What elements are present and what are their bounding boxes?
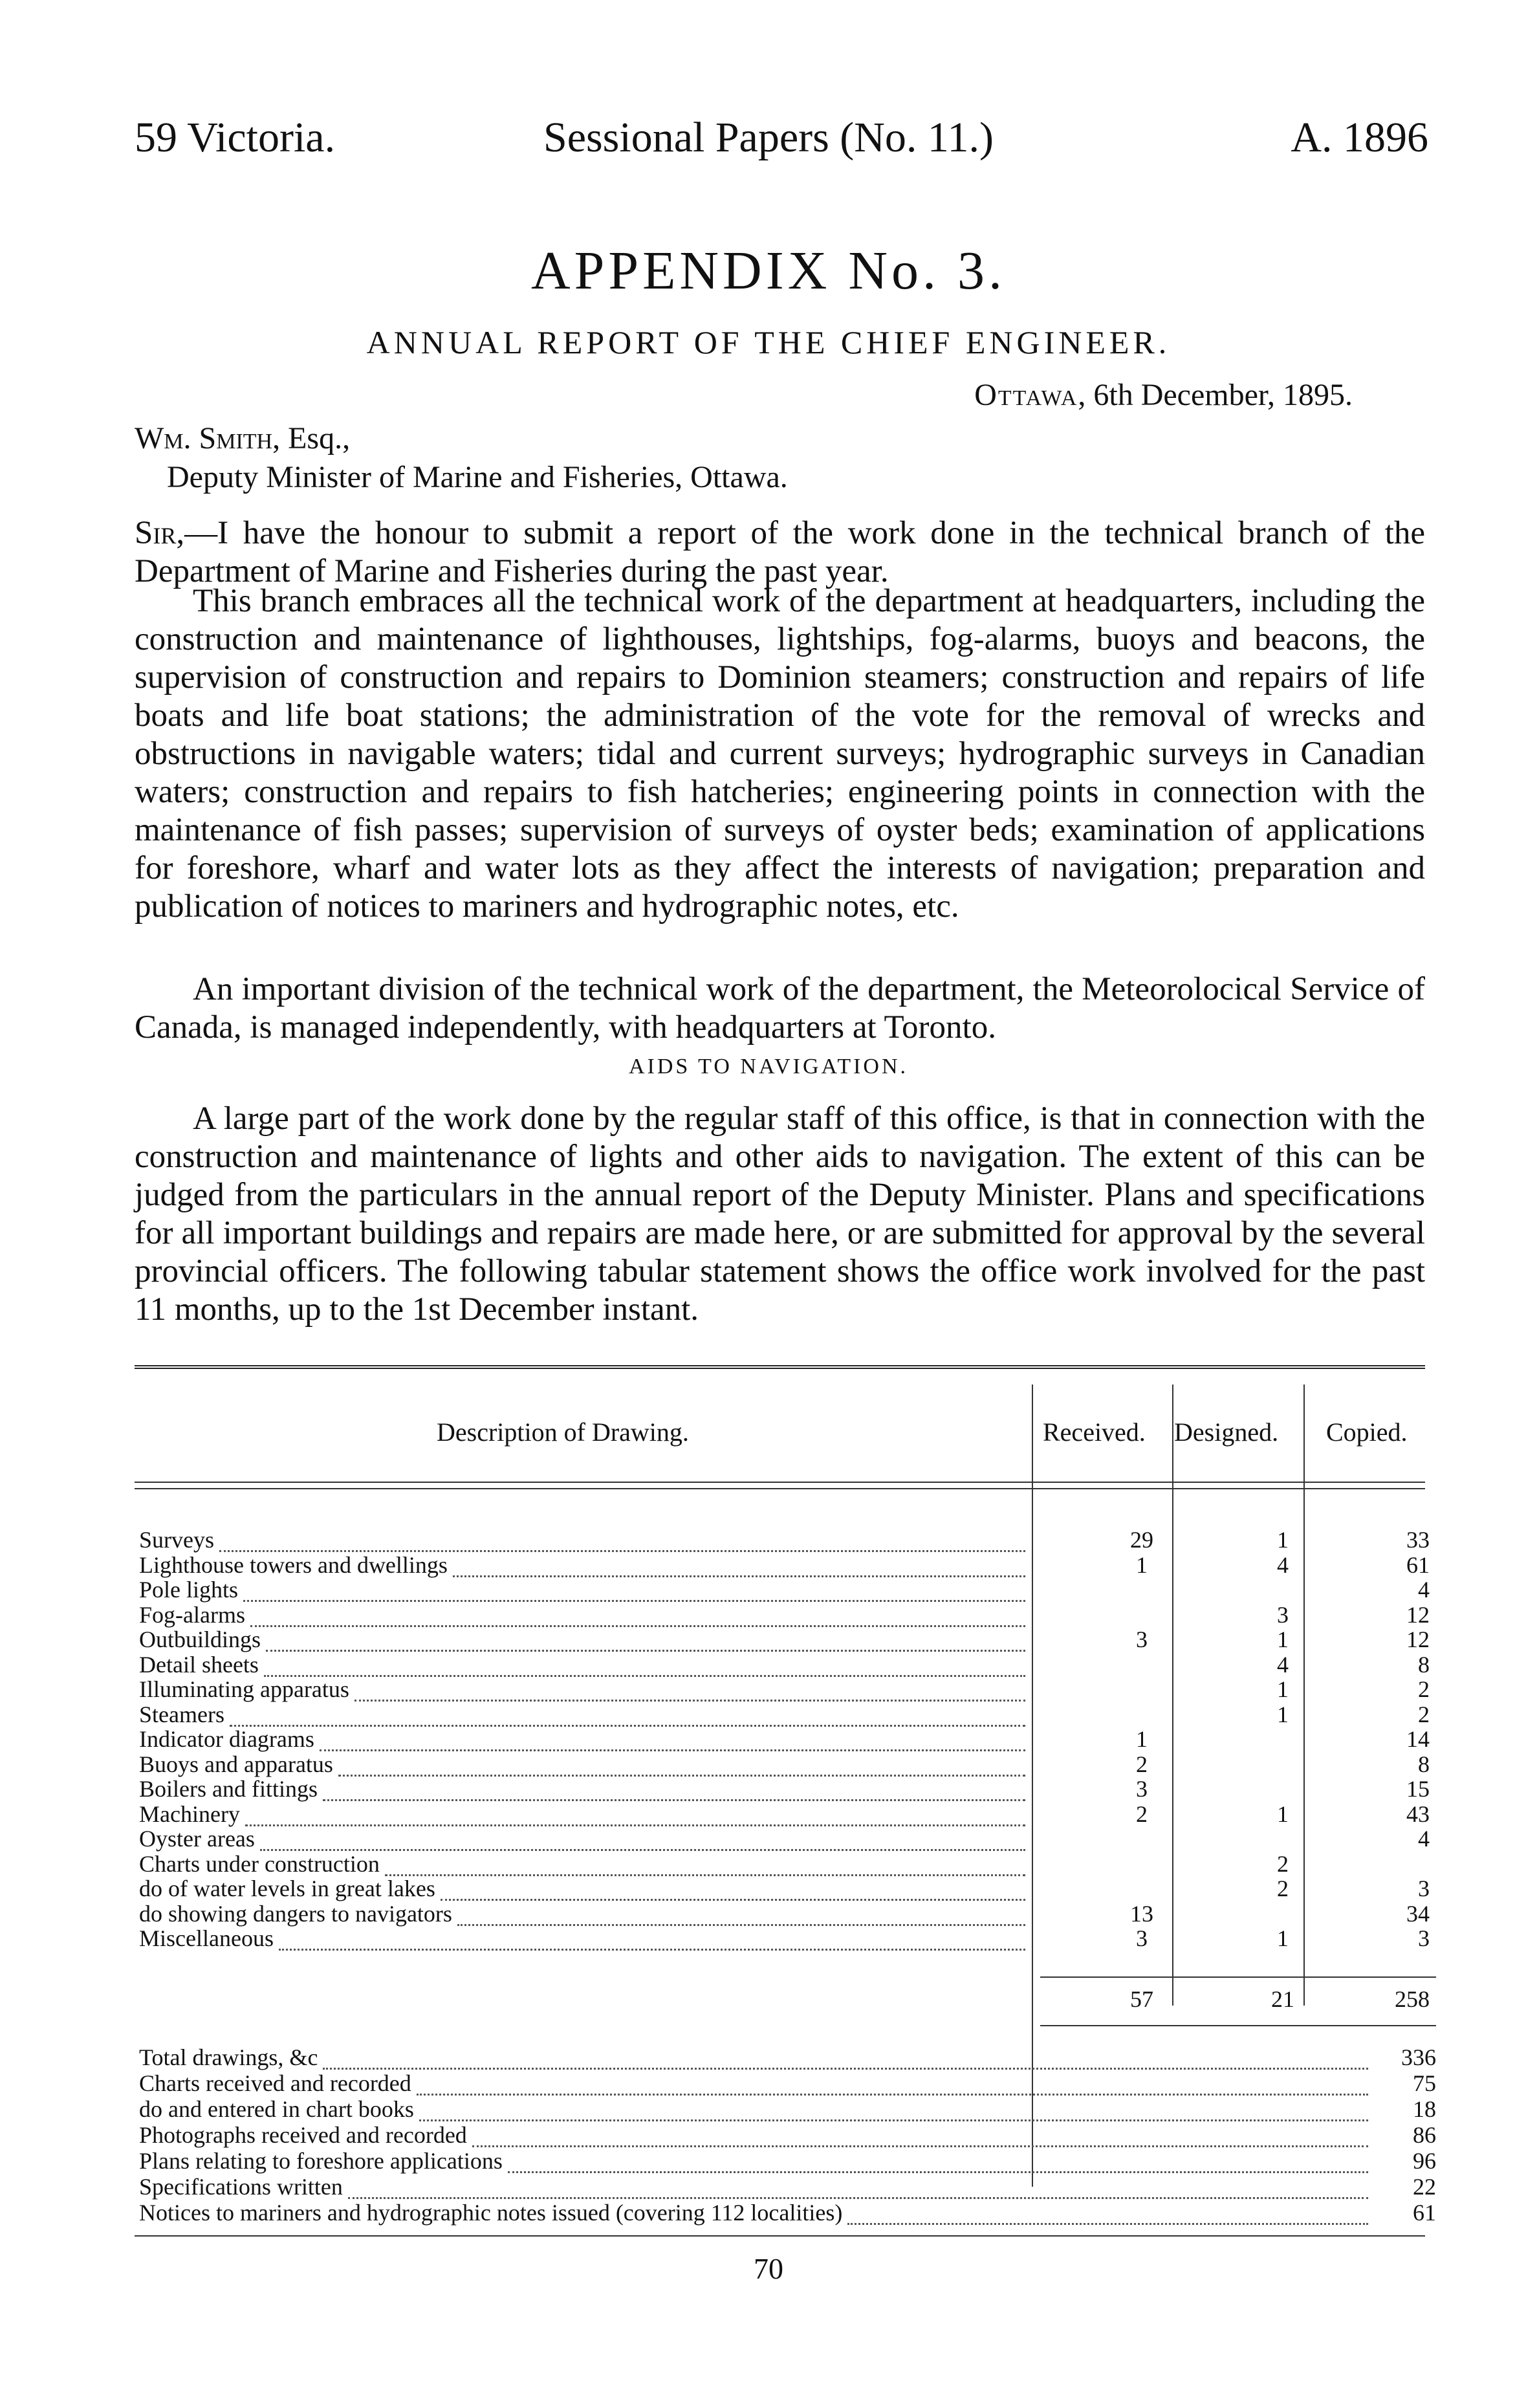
- row-label: Pole lights: [139, 1577, 239, 1603]
- table-top-rule: [135, 1365, 1425, 1369]
- dot-leader: [419, 2096, 1368, 2121]
- dot-leader: [266, 1626, 1025, 1652]
- paragraph-1: [135, 514, 1425, 591]
- cell-copied: 61: [1406, 1552, 1430, 1578]
- appendix-title: APPENDIX No. 3.: [530, 241, 1007, 301]
- cell-received: 2: [1136, 1801, 1148, 1827]
- dateline: [974, 377, 1353, 413]
- table-row: [139, 1925, 1436, 1951]
- cell-received: 3: [1136, 1626, 1148, 1652]
- summary-row: [139, 2044, 1436, 2070]
- cell-copied: 4: [1418, 1826, 1430, 1852]
- cell-received: 29: [1130, 1527, 1153, 1553]
- cell-designed: 3: [1277, 1602, 1289, 1628]
- summary-row: [139, 2148, 1436, 2174]
- row-label: Fog-alarms: [139, 1602, 245, 1628]
- cell-designed: 4: [1277, 1552, 1289, 1578]
- table-row: [139, 1676, 1436, 1702]
- cell-designed: 1: [1277, 1801, 1289, 1827]
- dot-leader: [441, 1876, 1025, 1901]
- table-row: [139, 1652, 1436, 1678]
- table-row: [139, 1876, 1436, 1901]
- row-label: Charts under construction: [139, 1851, 380, 1877]
- table-row: [139, 1552, 1436, 1578]
- header-designed: Designed.: [1174, 1417, 1279, 1447]
- dot-leader: [847, 2200, 1368, 2225]
- cell-designed: 1: [1277, 1527, 1289, 1553]
- table-row: [139, 1776, 1436, 1802]
- table-row: [139, 1901, 1436, 1927]
- dot-leader: [417, 2070, 1368, 2096]
- summary-row: [139, 2096, 1436, 2122]
- cell-copied: 3: [1418, 1925, 1430, 1951]
- row-label: Oyster areas: [139, 1826, 255, 1852]
- total-designed: 21: [1271, 1986, 1294, 2012]
- cell-received: 13: [1130, 1901, 1153, 1927]
- dot-leader: [385, 1851, 1025, 1876]
- paragraph-3: An important division of the technical work of the department, the Meteorolocical Service of Canada, is managed independently, with headquarters at Toronto.: [135, 971, 1425, 1045]
- cell-copied: 8: [1418, 1751, 1430, 1777]
- total-received: 57: [1130, 1986, 1153, 2012]
- table-row: [139, 1726, 1436, 1752]
- summary-value: 61: [1413, 2200, 1436, 2226]
- totals-bottom-rule: [1040, 2025, 1436, 2026]
- cell-copied: 2: [1418, 1702, 1430, 1727]
- table-row: [139, 1851, 1436, 1877]
- row-label: do showing dangers to navigators: [139, 1901, 452, 1927]
- summary-label: Plans relating to foreshore applications: [139, 2148, 503, 2174]
- table-row: [139, 1801, 1436, 1827]
- summary-row: [139, 2200, 1436, 2226]
- report-title: ANNUAL REPORT OF THE CHIEF ENGINEER.: [366, 324, 1171, 360]
- cell-designed: 1: [1277, 1925, 1289, 1951]
- summary-row: [139, 2122, 1436, 2148]
- dot-leader: [245, 1801, 1025, 1826]
- summary-value: 18: [1413, 2096, 1436, 2122]
- summary-label: Specifications written: [139, 2174, 343, 2200]
- cell-received: 1: [1136, 1726, 1148, 1752]
- row-label: Indicator diagrams: [139, 1726, 314, 1752]
- row-label: Lighthouse towers and dwellings: [139, 1552, 448, 1578]
- summary-value: 336: [1401, 2044, 1436, 2070]
- header-received: Received.: [1043, 1417, 1146, 1447]
- cell-designed: 1: [1277, 1626, 1289, 1652]
- header-copied: Copied.: [1326, 1417, 1408, 1447]
- row-label: Buoys and apparatus: [139, 1751, 333, 1777]
- addressee-title: Deputy Minister of Marine and Fisheries, Ottawa.: [167, 460, 788, 494]
- row-label: Illuminating apparatus: [139, 1676, 349, 1702]
- table-row: [139, 1626, 1436, 1652]
- cell-designed: 2: [1277, 1851, 1289, 1877]
- cell-copied: 14: [1406, 1726, 1430, 1752]
- dot-leader: [250, 1602, 1025, 1627]
- summary-value: 86: [1413, 2122, 1436, 2148]
- addressee: [135, 421, 350, 456]
- cell-copied: 12: [1406, 1626, 1430, 1652]
- summary-value: 75: [1413, 2070, 1436, 2096]
- cell-copied: 2: [1418, 1676, 1430, 1702]
- dot-leader: [348, 2174, 1368, 2199]
- addressee-name: Wm. Smith: [135, 421, 273, 455]
- dot-leader: [230, 1702, 1025, 1727]
- dateline-date: , 6th December, 1895.: [1078, 378, 1353, 412]
- table-row: [139, 1527, 1436, 1553]
- dot-leader: [264, 1652, 1025, 1677]
- summary-value: 96: [1413, 2148, 1436, 2174]
- dot-leader: [472, 2122, 1368, 2147]
- dot-leader: [323, 1776, 1025, 1801]
- cell-received: 3: [1136, 1776, 1148, 1802]
- dot-leader: [508, 2148, 1368, 2173]
- cell-copied: 33: [1406, 1527, 1430, 1553]
- dot-leader: [453, 1552, 1025, 1577]
- running-head-left: 59 Victoria.: [135, 114, 336, 161]
- total-copied: 258: [1395, 1986, 1430, 2012]
- row-label: Outbuildings: [139, 1626, 261, 1652]
- cell-designed: 1: [1277, 1702, 1289, 1727]
- table-row: [139, 1602, 1436, 1628]
- cell-designed: 2: [1277, 1876, 1289, 1901]
- summary-label: Photographs received and recorded: [139, 2122, 467, 2148]
- running-head-right: A. 1896: [1291, 114, 1428, 161]
- cell-copied: 8: [1418, 1652, 1430, 1678]
- table-header-rule-2: [135, 1488, 1425, 1489]
- table-row: [139, 1751, 1436, 1777]
- header-description: Description of Drawing.: [437, 1417, 689, 1447]
- row-label: Miscellaneous: [139, 1925, 274, 1951]
- cell-copied: 15: [1406, 1776, 1430, 1802]
- totals-row: [139, 1986, 1436, 2012]
- row-label: Steamers: [139, 1702, 224, 1727]
- dot-leader: [457, 1901, 1025, 1926]
- cell-copied: 4: [1418, 1577, 1430, 1603]
- cell-received: 2: [1136, 1751, 1148, 1777]
- summary-label: Total drawings, &c: [139, 2044, 318, 2070]
- running-head: [135, 113, 1428, 165]
- row-label: Boilers and fittings: [139, 1776, 318, 1802]
- dot-leader: [219, 1527, 1025, 1552]
- cell-copied: 34: [1406, 1901, 1430, 1927]
- dot-leader: [320, 1726, 1025, 1751]
- summary-label: Charts received and recorded: [139, 2070, 411, 2096]
- dot-leader: [338, 1751, 1025, 1777]
- dot-leader: [323, 2044, 1368, 2070]
- page-bottom-rule: [135, 2235, 1425, 2237]
- cell-copied: 3: [1418, 1876, 1430, 1901]
- summary-value: 22: [1413, 2174, 1436, 2200]
- paragraph-2: This branch embraces all the technical work of the department at headquarters, including the construction and maintenance of lighthouses, lightships, fog-alarms, buoys and beacons, the supervision of construction and repairs to Dominion steamers; construction and repairs of life boats and life boat stations; the administration of the vote for the removal of wrecks and obstructions in navigable waters; tidal and current surveys; hydrographic surveys in Canadian waters; construction and repairs to fish hatcheries; engineering points in connection with the maintenance of fish passes; supervision of surveys of oyster beds; examination of applications for foreshore, wharf and water lots as they affect the interests of navigation; preparation and publication of notices to mariners and hydrographic notes, etc.: [135, 583, 1425, 925]
- summary-label: do and entered in chart books: [139, 2096, 414, 2122]
- row-label: Machinery: [139, 1801, 240, 1827]
- row-label: do of water levels in great lakes: [139, 1876, 435, 1901]
- folio: 70: [754, 2252, 783, 2285]
- cell-designed: 4: [1277, 1652, 1289, 1678]
- cell-copied: 43: [1406, 1801, 1430, 1827]
- row-label: Detail sheets: [139, 1652, 259, 1678]
- table-row: [139, 1702, 1436, 1727]
- totals-rule: [1040, 1976, 1436, 1978]
- paragraph-4: A large part of the work done by the regular staff of this office, is that in connection with the construction and maintenance of lights and other aids to navigation. The extent of this can be judged from the particulars in the annual report of the Deputy Minister. Plans and specifications for all important buildings and repairs are made here, or are submitted for approval by the several provincial officers. The following tabular statement shows the office work involved for the past 11 months, up to the 1st December instant.: [135, 1100, 1425, 1328]
- running-head-center: Sessional Papers (No. 11.): [543, 114, 994, 161]
- cell-received: 3: [1136, 1925, 1148, 1951]
- table-header-rule: [135, 1482, 1425, 1483]
- dot-leader: [260, 1826, 1025, 1851]
- dot-leader: [243, 1577, 1025, 1602]
- dateline-place: Ottawa: [974, 378, 1078, 412]
- addressee-suffix: , Esq.,: [272, 421, 351, 455]
- dot-leader: [279, 1925, 1025, 1951]
- table-row: [139, 1826, 1436, 1852]
- cell-received: 1: [1136, 1552, 1148, 1578]
- dot-leader: [354, 1676, 1025, 1702]
- cell-designed: 1: [1277, 1676, 1289, 1702]
- salutation: Sir,: [135, 515, 185, 551]
- summary-label: Notices to mariners and hydrographic notes issued (covering 112 localities): [139, 2200, 843, 2226]
- row-label: Surveys: [139, 1527, 214, 1553]
- cell-copied: 12: [1406, 1602, 1430, 1628]
- summary-row: [139, 2070, 1436, 2096]
- summary-row: [139, 2174, 1436, 2200]
- table-row: [139, 1577, 1436, 1603]
- paragraph-1-text: —I have the honour to submit a report of the work done in the technical branch of the Department of Marine and Fisheries during the past year.: [135, 515, 1425, 589]
- section-heading: AIDS TO NAVIGATION.: [628, 1055, 909, 1078]
